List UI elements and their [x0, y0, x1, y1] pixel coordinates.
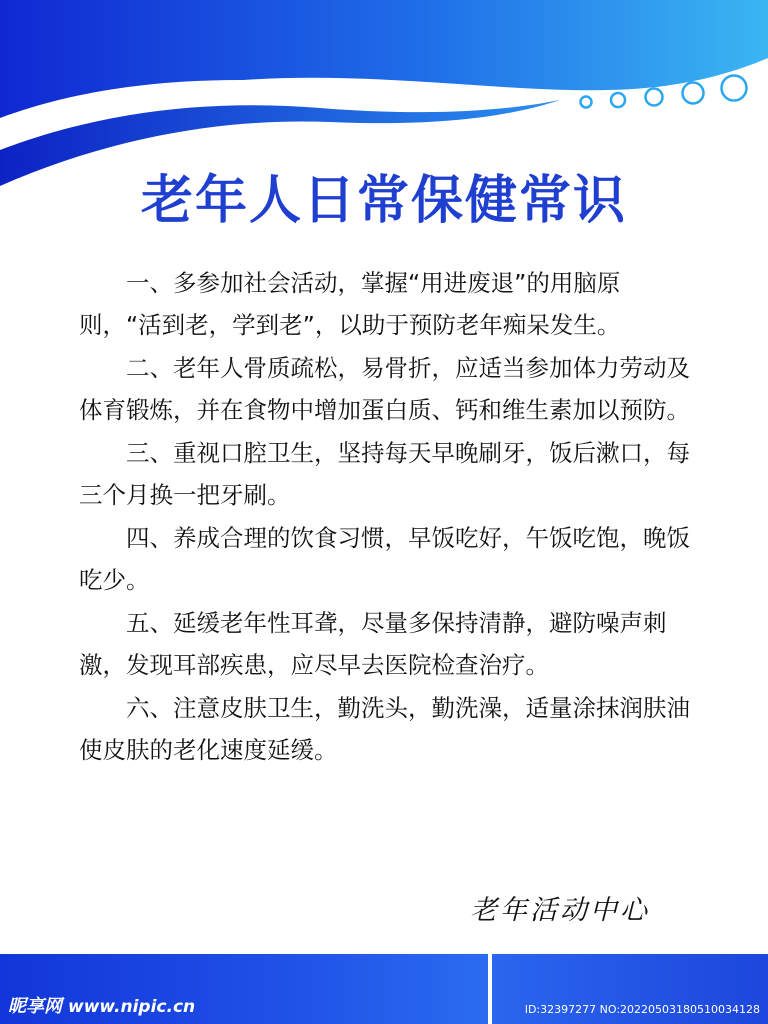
- tip-paragraph-1: 一、多参加社会活动，掌握“用进废退”的用脑原则，“活到老，学到老”，以助于预防老年痴呆发生。: [79, 269, 621, 339]
- watermark-brand-name: 昵享网: [8, 996, 62, 1017]
- tip-paragraph-3: 三、重视口腔卫生，坚持每天早晚刷牙，饭后漱口，每三个月换一把牙刷。: [79, 439, 690, 509]
- footer-left-panel: [0, 954, 488, 1024]
- tip-paragraph-2: 二、老年人骨质疏松，易骨折，应适当参加体力劳动及体育锻炼，并在食物中增加蛋白质、钙和维生素加以预防。: [79, 354, 690, 424]
- bubble-2: [611, 93, 625, 107]
- tips-list: [79, 262, 699, 772]
- bubble-1: [581, 97, 592, 108]
- image-id-label: ID:32397277 NO:20220503180510034128: [524, 1003, 760, 1016]
- bubble-5: [722, 76, 747, 101]
- watermark-brand: [8, 992, 195, 1018]
- footer-right-panel: [492, 954, 768, 1024]
- poster-title: 老年人日常保健常识: [140, 171, 627, 231]
- tip-paragraph-6: 六、注意皮肤卫生，勤洗头，勤洗澡，适量涂抹润肤油使皮肤的老化速度延缓。: [79, 694, 690, 764]
- bubble-4: [683, 83, 704, 104]
- footer-bar: [0, 954, 768, 1024]
- watermark-brand-site: www.nipic.cn: [68, 997, 196, 1017]
- tip-paragraph-5: 五、延缓老年性耳聋，尽量多保持清静，避防噪声刺激，发现耳部疾患，应尽早去医院检查治疗。: [79, 609, 667, 679]
- tip-paragraph-4: 四、养成合理的饮食习惯，早饭吃好，午饭吃饱，晚饭吃少。: [79, 524, 690, 594]
- signature: 老年活动中心: [470, 895, 650, 926]
- bubble-3: [646, 89, 663, 106]
